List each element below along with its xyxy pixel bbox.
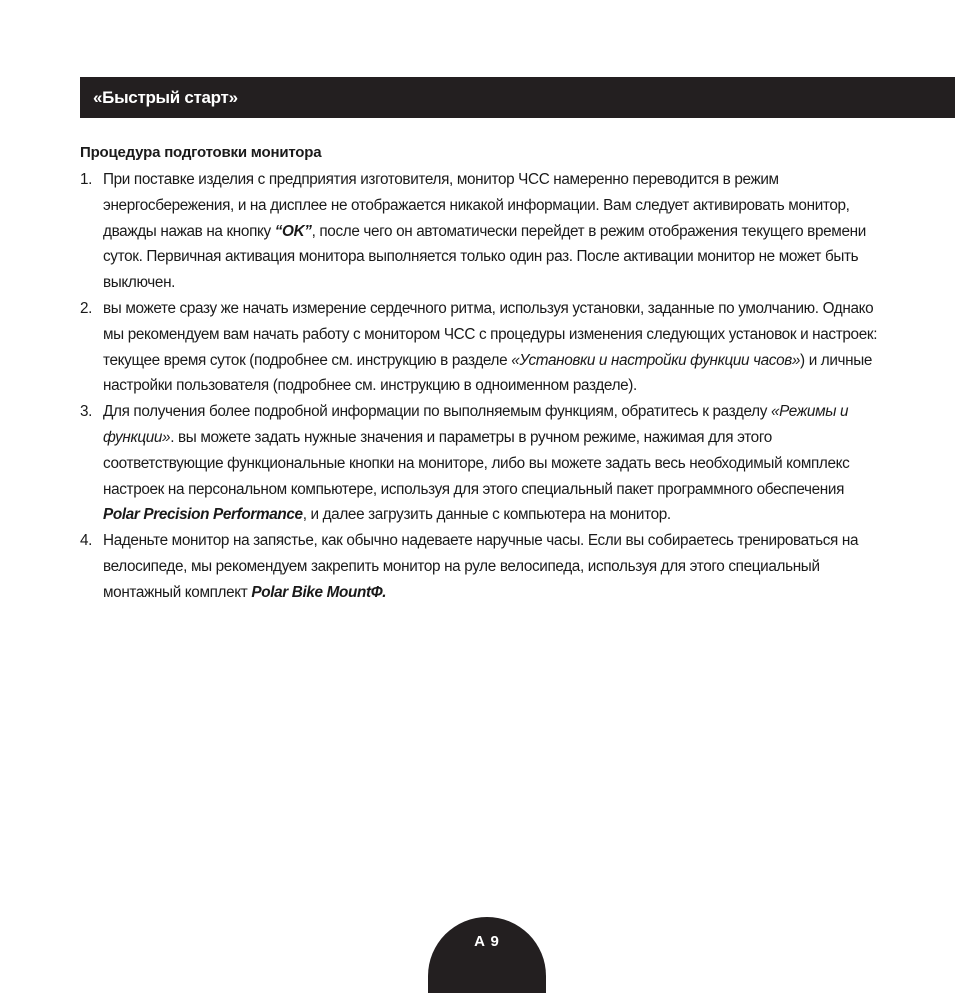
step-item — [80, 399, 880, 528]
step-text-part: Для получения более подробной информации по выполняемым функциям, обратитесь к разделу — [103, 403, 771, 421]
step-item — [80, 528, 880, 605]
step-text-part: вы можете сразу же начать измерение сердечного ритма, используя установки, заданные по умолчанию. Однако мы рекомендуем вам начать работу с монитором ЧСС с процедуры изменения следующих установок и настроек: текущее время суток (подробнее см. инструкцию в разделе — [103, 299, 878, 369]
page-number-tab — [428, 917, 546, 993]
step-text-part: Наденьте монитор на запястье, как обычно надеваете наручные часы. Если вы собираетесь тренироваться на велосипеде, мы рекомендуем закрепить монитор на руле велосипеда, используя для этого специальный монтажный комплект — [103, 532, 859, 601]
section-title: «Быстрый старт» — [93, 88, 238, 107]
step-number: 1. — [80, 171, 93, 188]
step-item — [80, 167, 880, 296]
step-text-part: . вы можете задать нужные значения и параметры в ручном режиме, нажимая для этого соответствующие функциональные кнопки на мониторе, либо вы можете задать весь необходимый комплекс настроек на персональном компьютере, используя для этого специальный пакет программного обеспечения — [103, 428, 850, 498]
step-text-part: ) и личные настройки пользователя (подробнее см. инструкцию в одноименном разделе). — [103, 351, 873, 395]
step-number: 2. — [80, 299, 93, 317]
step-text-part: При поставке изделия с предприятия изготовителя, монитор ЧСС намеренно переводится в режим энергосбережения, и на дисплее не отображается никакой информации. Вам следует активировать монитор, дважды нажав на кнопку — [103, 171, 850, 240]
procedure-steps-list — [80, 167, 880, 606]
section-reference: «Режимы и функции» — [103, 403, 849, 446]
step-text-part: , и далее загрузить данные с компьютера на монитор. — [302, 506, 671, 524]
page-number: A 9 — [474, 933, 500, 950]
step-text-part: , после чего он автоматически перейдет в режим отображения текущего времени суток. Первичная активация монитора выполняется только один раз. После активации монитор не может быть выключен. — [103, 222, 866, 292]
software-name: Polar Precision Performance — [103, 506, 303, 524]
procedure-heading: Процедура подготовки монитора — [80, 144, 322, 161]
step-text — [103, 532, 858, 601]
accessory-name: Polar Bike MountФ. — [251, 583, 387, 601]
step-text — [103, 171, 866, 291]
ok-button-reference: “OK” — [274, 222, 312, 240]
step-number: 4. — [80, 532, 93, 550]
step-number: 3. — [80, 403, 93, 421]
step-text — [103, 403, 849, 523]
step-item — [80, 296, 880, 399]
step-text — [103, 300, 877, 394]
section-header-bar — [80, 77, 955, 118]
section-reference: «Установки и настройки функции часов» — [511, 351, 801, 369]
